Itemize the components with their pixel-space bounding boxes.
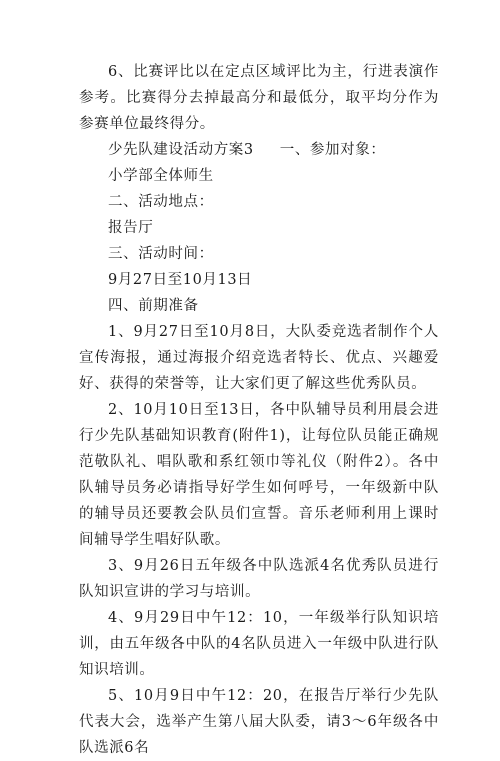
preparation-heading: 四、前期准备 — [108, 298, 199, 314]
title-line — [79, 137, 439, 163]
rule-paragraph-6: 6、比赛评比以在定点区域评比为主，行进表演作参考。比赛得分去掉最高分和最低分，取平均分作为参赛单位最终得分。 — [79, 64, 439, 132]
prep-item-2: 2、10月10日至13日，各中队辅导员利用晨会进行少先队基础知识教育(附件1)，让每位队员能正确规范敬队礼、唱队歌和系红领巾等礼仪（附件2）。各中队辅导员务必请指导好学生如何呼号，一年级新中队的辅导员还要教会队员们宣誓。音乐老师利用上课时间辅导学生唱好队歌。 — [79, 402, 439, 548]
section-title: 少先队建设活动方案3 — [108, 142, 254, 158]
location-heading: 二、活动地点： — [108, 194, 214, 210]
prep-item-3: 3、9月26日五年级各中队选派4名优秀队员进行队知识宣讲的学习与培训。 — [79, 558, 439, 600]
time-heading: 三、活动时间： — [108, 246, 214, 262]
document-body — [79, 59, 439, 761]
participants-heading: 一、参加对象： — [279, 142, 386, 158]
time-text: 9月27日至10月13日 — [108, 272, 253, 288]
prep-item-4: 4、9月29日中午12：10，一年级举行队知识培训，由五年级各中队的4名队员进入一年级中队进行队知识培训。 — [79, 610, 439, 678]
prep-item-1: 1、9月27日至10月8日，大队委竞选者制作个人宣传海报，通过海报介绍竞选者特长、优点、兴趣爱好、获得的荣誉等，让大家们更了解这些优秀队员。 — [79, 324, 439, 392]
location-text: 报告厅 — [108, 220, 154, 236]
participants-text: 小学部全体师生 — [108, 168, 214, 184]
prep-item-5: 5、10月9日中午12：20，在报告厅举行少先队代表大会，选举产生第八届大队委，请3～6年级各中队选派6名 — [79, 688, 439, 756]
